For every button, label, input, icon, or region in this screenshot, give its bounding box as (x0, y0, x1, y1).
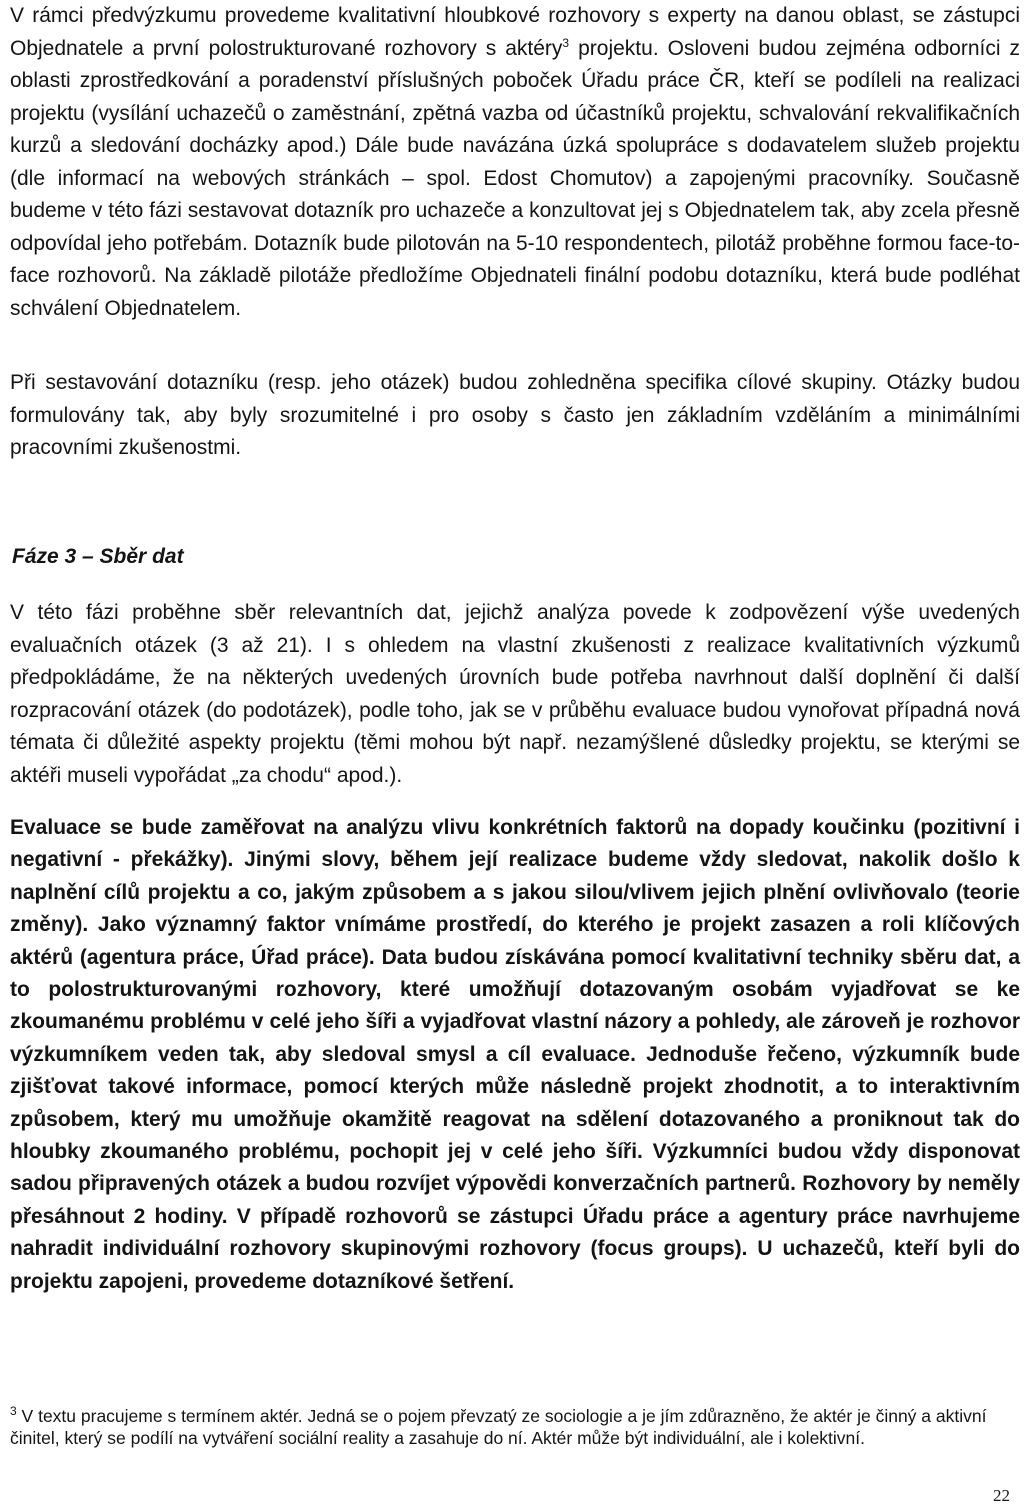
section-heading-phase-3: Fáze 3 – Sběr dat (12, 545, 184, 568)
footnote-reference: 3 (562, 35, 570, 50)
paragraph-questionnaire: Při sestavování dotazníku (resp. jeho otázek) budou zohledněna specifika cílové skupiny. Otázky budou formulovány tak, aby byly srozumitelné i pro osoby s často jen základním vzděláním a minimálními pracovními zkušenostmi. (10, 371, 1020, 459)
page-number: 22 (993, 1486, 1010, 1505)
footnote-mark: 3 (10, 1404, 17, 1419)
paragraph-preresearch-text-end: projektu. Osloveni budou zejména odborníci z oblasti zprostředkování a poradenství příslušných poboček Úřadu práce ČR, kteří se podíleli na realizaci projektu (vysílání uchazečů o zaměstnání, zpětná vazba od účastníků projektu, schvalování rekvalifikačních kurzů a sledování docházky apod.) Dále bude navázána úzká spolupráce s dodavatelem služeb projektu (dle informací na webových stránkách – spol. Edost Chomutov) a zapojenými pracovníky. Současně budeme v této fázi sestavovat dotazník pro uchazeče a konzultovat jej s Objednatelem tak, aby zcela přesně odpovídal jeho potřebám. Dotazník bude pilotován na 5-10 respondentech, pilotáž proběhne formou face-to-face rozhovorů. Na základě pilotáže předložíme Objednateli finální podobu dotazníku, která bude podléhat schválení Objednatelem. (10, 36, 1020, 320)
paragraph-data-collection: V této fázi proběhne sběr relevantních dat, jejichž analýza povede k zodpovězení výše uvedených evaluačních otázek (3 až 21). I s ohledem na vlastní zkušenosti z realizace kvalitativních výzkumů předpokládáme, že na některých uvedených úrovních bude potřeba navrhnout další doplnění či další rozpracování otázek (do podotázek), podle toho, jak se v průběhu evaluace budou vynořovat případná nová témata či důležité aspekty projektu (těmi mohou být např. nezamýšlené důsledky projektu, se kterými se aktéři museli vypořádat „za chodu“ apod.). (10, 601, 1020, 787)
footnote-text: V textu pracujeme s termínem aktér. Jedná se o pojem převzatý ze sociologie a je jím zdůrazněno, že aktér je činný a aktivní činitel, který se podílí na vytváření sociální reality a zasahuje do ní. Aktér může být individuální, ale i kolektivní. (10, 1406, 987, 1448)
paragraph-preresearch-text-start: V rámci předvýzkumu provedeme kvalitativní hloubkové rozhovory s experty na danou oblast, se zástupci Objednatele a první polostrukturované rozhovory s aktéry (10, 4, 1020, 60)
footnote (10, 1405, 1010, 1449)
paragraph-evaluation-focus: Evaluace se bude zaměřovat na analýzu vlivu konkrétních faktorů na dopady koučinku (pozitivní i negativní - překážky). Jinými slovy, během její realizace budeme vždy sledovat, nakolik došlo k naplnění cílů projektu a co, jakým způsobem a s jakou silou/vlivem jejich plnění ovlivňovalo (teorie změny). Jako významný faktor vnímáme prostředí, do kterého je projekt zasazen a roli klíčových aktérů (agentura práce, Úřad práce). Data budou získávána pomocí kvalitativní techniky sběru dat, a to polostrukturovanými rozhovory, které umožňují dotazovaným osobám vyjadřovat se ke zkoumanému problému v celé jeho šíři a vyjadřovat vlastní názory a pohledy, ale zároveň je rozhovor výzkumníkem veden tak, aby sledoval smysl a cíl evaluace. Jednoduše řečeno, výzkumník bude zjišťovat takové informace, pomocí kterých může následně projekt zhodnotit, a to interaktivním způsobem, který mu umožňuje okamžitě reagovat na sdělení dotazovaného a proniknout tak do hloubky zkoumaného problému, pochopit jej v celé jeho šíři. Výzkumníci budou vždy disponovat sadou připravených otázek a budou rozvíjet výpovědi konverzačních partnerů. Rozhovory by neměly přesáhnout 2 hodiny. V případě rozhovorů se zástupci Úřadu práce a agentury práce navrhujeme nahradit individuální rozhovory skupinovými rozhovory (focus groups). U uchazečů, kteří byli do projektu zapojeni, provedeme dotazníkové šetření. (10, 816, 1020, 1293)
paragraph-preresearch (10, 0, 1020, 325)
